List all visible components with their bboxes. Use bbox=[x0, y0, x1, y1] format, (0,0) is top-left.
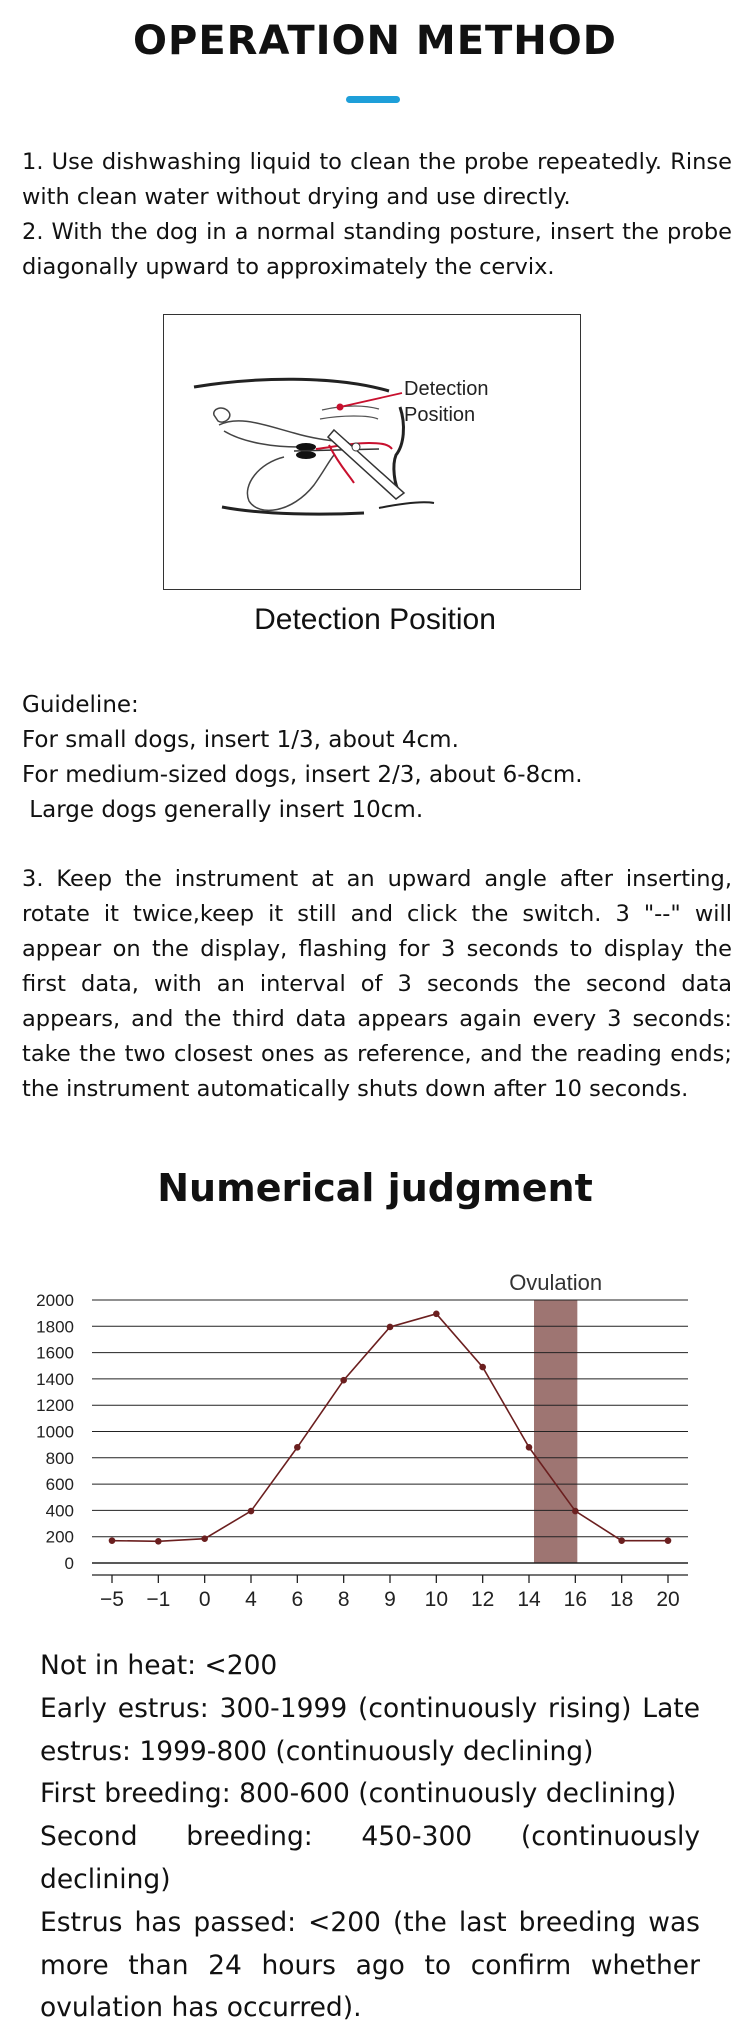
range-early-late-estrus: Early estrus: 300-1999 (continuously rising) Late estrus: 1999-800 (continuously declining) bbox=[40, 1692, 700, 1767]
step-3-text: 3. Keep the instrument at an upward angle after inserting, rotate it twice,keep it still and click the switch. 3 "--" will appear on the display, flashing for 3 seconds to display the first data, with an interval of 3 seconds the second data appears, and the third data appears again every 3 seconds: take the two closest ones as reference, and the reading ends; the instrument automatically shuts down after 10 seconds. bbox=[22, 866, 732, 1102]
x-tick-label: 18 bbox=[609, 1588, 634, 1610]
data-point bbox=[109, 1537, 116, 1544]
data-point bbox=[665, 1537, 672, 1544]
x-tick-label: −5 bbox=[100, 1588, 124, 1610]
y-tick-label: 1000 bbox=[36, 1422, 74, 1442]
callout-label-line2: Position bbox=[404, 404, 476, 426]
dog-anatomy-diagram bbox=[164, 315, 579, 588]
y-tick-label: 400 bbox=[45, 1501, 74, 1521]
data-point bbox=[201, 1535, 208, 1542]
guideline-heading: Guideline: bbox=[22, 692, 139, 718]
x-tick-label: 12 bbox=[470, 1588, 495, 1610]
estrus-line-chart bbox=[0, 1250, 750, 1610]
x-tick-label: 4 bbox=[245, 1588, 257, 1610]
y-tick-label: 0 bbox=[64, 1554, 74, 1573]
series-line bbox=[112, 1314, 668, 1541]
y-tick-label: 1600 bbox=[36, 1343, 74, 1363]
data-point bbox=[387, 1324, 394, 1331]
y-tick-label: 1200 bbox=[36, 1396, 74, 1416]
data-point bbox=[526, 1444, 533, 1451]
data-point bbox=[479, 1364, 486, 1371]
data-point bbox=[155, 1538, 162, 1545]
y-tick-label: 2000 bbox=[36, 1291, 74, 1310]
data-point bbox=[248, 1508, 255, 1515]
range-not-in-heat: Not in heat: <200 bbox=[40, 1650, 278, 1681]
y-tick-label: 1800 bbox=[36, 1317, 74, 1337]
y-tick-label: 1400 bbox=[36, 1369, 74, 1389]
step-2-text: 2. With the dog in a normal standing posture, insert the probe diagonally upward to approximately the cervix. bbox=[22, 219, 732, 280]
x-tick-label: 9 bbox=[384, 1588, 396, 1610]
detection-position-figure bbox=[163, 314, 581, 590]
guideline-section bbox=[22, 688, 732, 828]
data-point bbox=[618, 1537, 625, 1544]
x-tick-label: 0 bbox=[198, 1588, 211, 1610]
x-tick-label: 20 bbox=[656, 1588, 680, 1610]
intro-text bbox=[22, 145, 732, 285]
y-tick-label: 800 bbox=[45, 1448, 74, 1468]
range-second-breeding: Second breeding: 450-300 (continuously declining) bbox=[40, 1821, 700, 1895]
x-tick-label: 10 bbox=[424, 1588, 449, 1610]
guideline-small-dogs: For small dogs, insert 1/3, about 4cm. bbox=[22, 727, 459, 753]
page-title: OPERATION METHOD bbox=[133, 18, 617, 64]
x-tick-label: −1 bbox=[146, 1588, 171, 1610]
data-point bbox=[294, 1444, 301, 1451]
section-title-numerical-judgment: Numerical judgment bbox=[157, 1166, 593, 1210]
figure-caption: Detection Position bbox=[254, 603, 496, 636]
guideline-medium-dogs: For medium-sized dogs, insert 2/3, about 6-8cm. bbox=[22, 762, 583, 788]
range-first-breeding: First breeding: 800-600 (continuously declining) bbox=[40, 1778, 677, 1810]
data-point bbox=[340, 1377, 347, 1384]
data-point bbox=[433, 1311, 440, 1318]
x-tick-label: 8 bbox=[337, 1588, 350, 1610]
data-point bbox=[572, 1508, 579, 1515]
ovulation-label: Ovulation bbox=[509, 1270, 603, 1295]
step-1-text: 1. Use dishwashing liquid to clean the probe repeatedly. Rinse with clean water without drying and use directly. bbox=[22, 149, 732, 210]
x-tick-label: 14 bbox=[517, 1588, 541, 1610]
title-accent-bar bbox=[346, 96, 400, 103]
range-estrus-passed: Estrus has passed: <200 (the last breeding was more than 24 hours ago to confirm whether ovulation has occurred). bbox=[40, 1906, 700, 2024]
y-tick-label: 600 bbox=[45, 1475, 74, 1495]
x-tick-label: 16 bbox=[563, 1588, 588, 1610]
estrus-ranges-text bbox=[40, 1645, 700, 2030]
guideline-large-dogs: Large dogs generally insert 10cm. bbox=[22, 797, 424, 823]
callout-label-line1: Detection bbox=[404, 378, 489, 400]
x-tick-label: 6 bbox=[291, 1588, 304, 1610]
y-tick-label: 200 bbox=[45, 1527, 74, 1547]
